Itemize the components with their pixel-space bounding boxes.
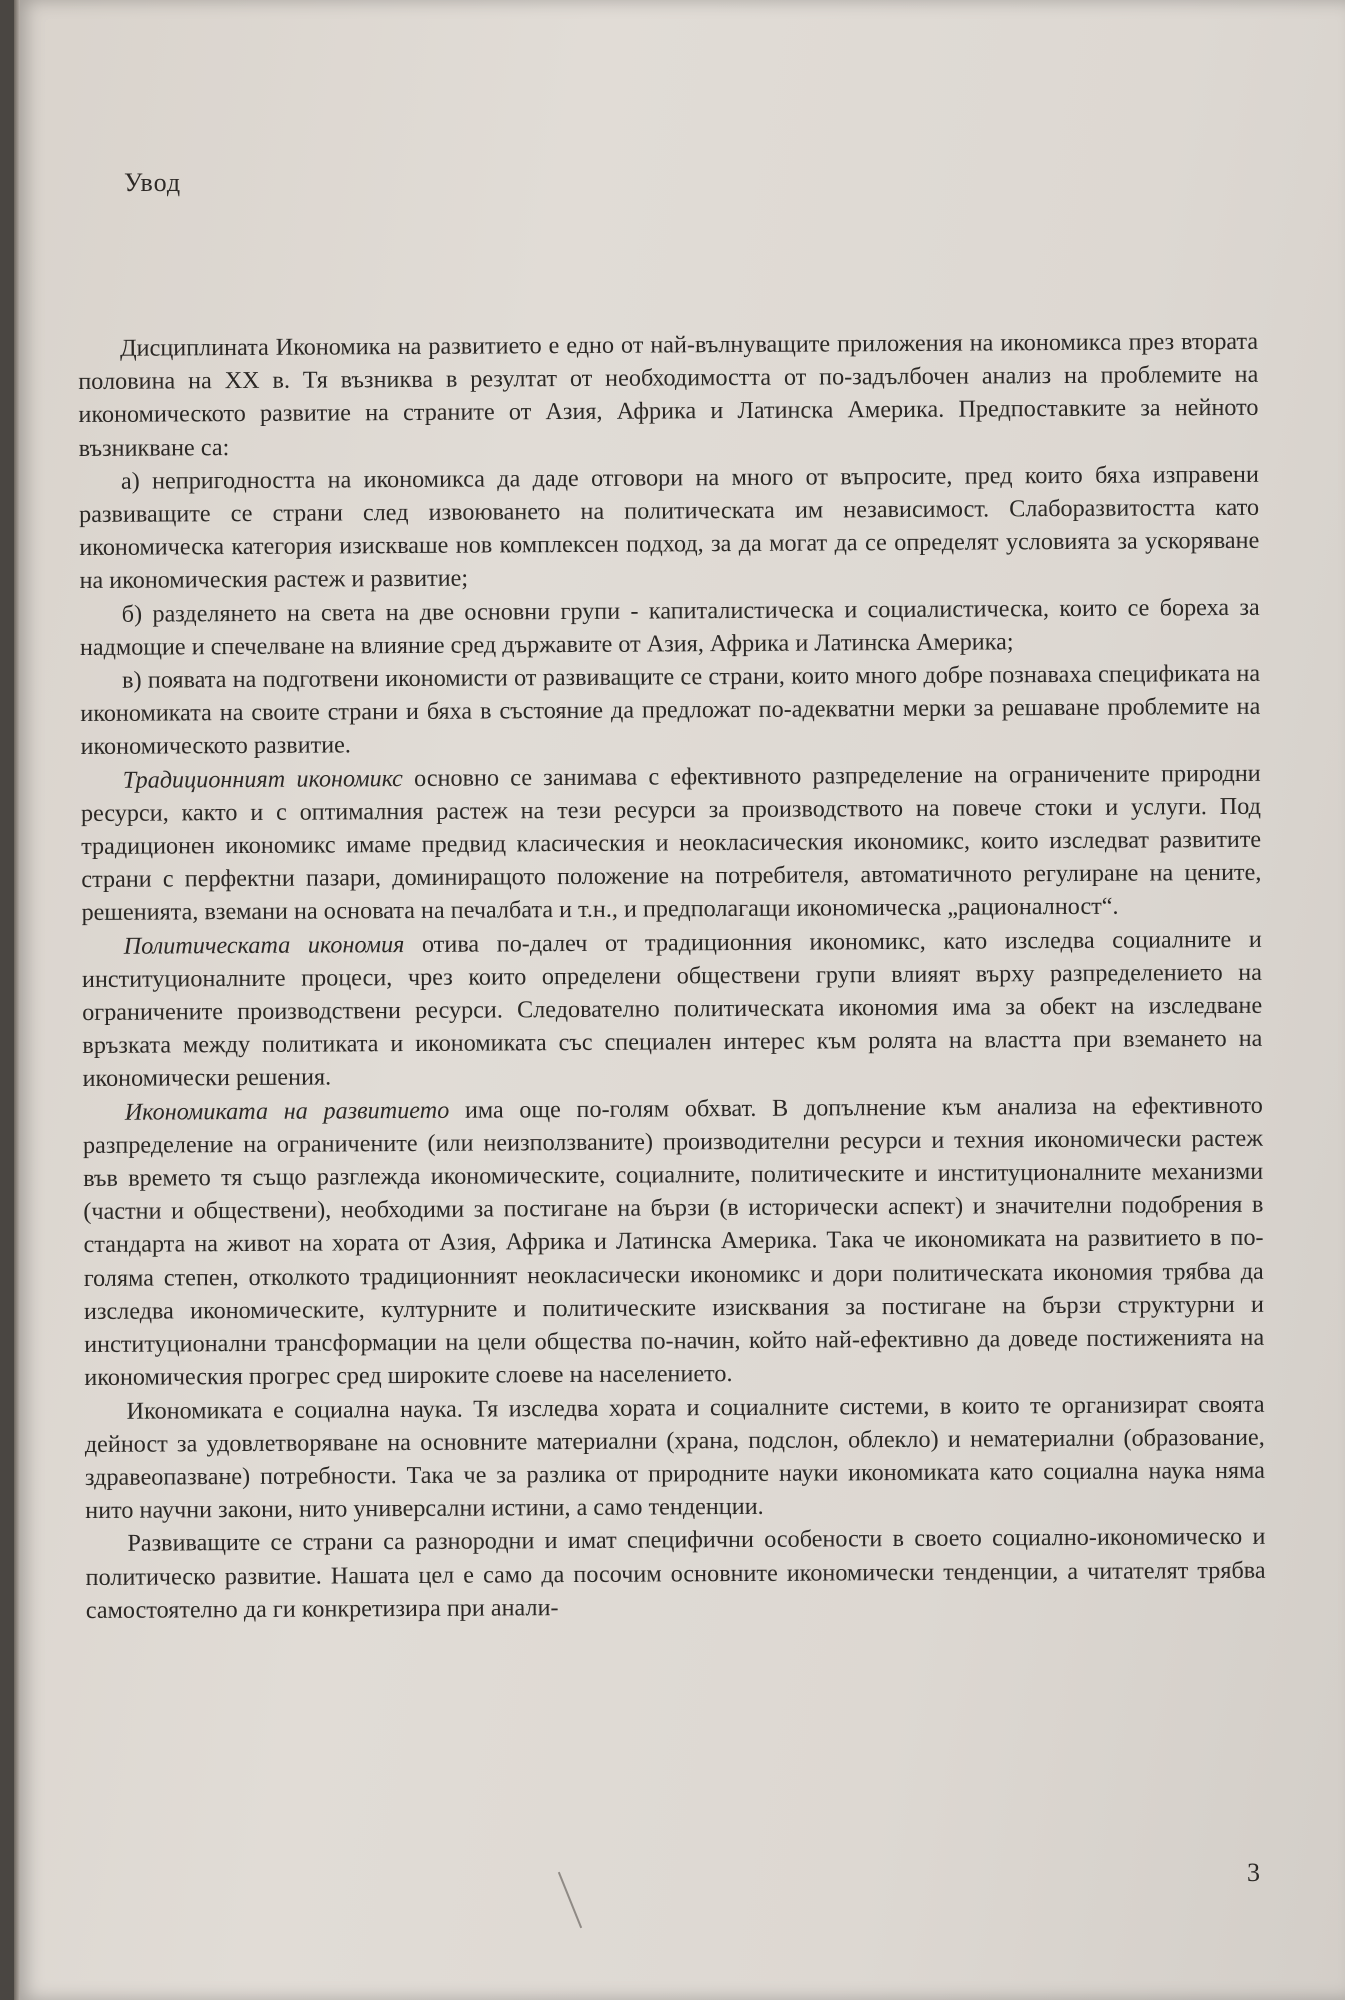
book-page bbox=[14, 0, 1345, 2000]
page-gutter-edge bbox=[14, 0, 20, 2000]
paragraph-intro: Дисциплината Икономика на развитието е едно от най-вълнуващите приложения на икономикса през втората половина на XX в. Тя възниква в резултат от необходимостта от по-задълбочен анализ на проблемите на икономическото развитие на страните от Азия, Африка и Латинска Америка. Предпоставките за нейното възникване са: bbox=[78, 327, 1259, 462]
list-item-a: а) непригодността на икономикса да даде отговори на много от въпросите, пред които бяха изправени развиващите се страни след извоюването на политическата им независимост. Слаборазвитостта като икономическа категория изискваше нов комплексен подход, за да могат да се определят условията за ускоряване на икономическия растеж и развитие; bbox=[79, 460, 1260, 595]
emphasis-term: Традиционният икономикс bbox=[122, 764, 403, 794]
list-item-b: б) разделянето на света на две основни групи - капиталистическа и социалистическа, които се бореха за надмощие и спечелване на влияние сред държавите от Азия, Африка и Латинска Америка; bbox=[79, 593, 1260, 661]
section-heading: Увод bbox=[124, 168, 182, 197]
paragraph-social-science: Икономиката е социална наука. Тя изследва хората и социалните системи, в които те организират своята дейност за удовлетворяване на основните материални (храна, подслон, облекло) и нематериални (образование, здравеопазване) потребности. Така че за разлика от природните науки икономиката като социална наука няма нито научни закони, нито универсални истини, а само тенденции. bbox=[84, 1390, 1266, 1525]
emphasis-term: Политическата икономия bbox=[123, 930, 405, 960]
paragraph-development-economics: Икономиката на развитието има още по-голям обхват. В допълнение към анализа на ефективното разпределение на ограничените (или неизползваните) производителни ресурси и техния икономически растеж във времето тя също разглежда икономическите, социалните, политическите и институционалните механизми (частни и обществени), необходими за постигане на бързи (в исторически аспект) и значителни подобрения в стандарта на живот на хората от Азия, Африка и Латинска Америка. Така че икономиката на развитието в по-голяма степен, отколкото традиционният неокласически икономикс и дори политическата икономия трябва да изследва икономическите, културните и политическите изисквания за постигане на бързи структурни и институционални трансформации на цели общества по-начин, който най-ефективно да доведе постиженията на икономическия прогрес сред широките слоеве на населението. bbox=[82, 1091, 1265, 1392]
paper-scratch-mark bbox=[558, 1872, 582, 1928]
paragraph-traditional-economics: Традиционният икономикс основно се занимава с ефективното разпределение на ограничените природни ресурси, както и с оптималния растеж на тези ресурси за производството на повече стоки и услуги. Под традиционен икономикс имаме предвид класическия и неокласическия икономикс, които изследват развитите страни с перфектни пазари, доминиращото положение на потребителя, автоматичното регулиране на цените, решенията, вземани на основата на печалбата и т.н., и предполагащи икономическа „рационалност“. bbox=[80, 759, 1262, 927]
body-text bbox=[78, 325, 1266, 1627]
paragraph-political-economy: Политическата икономия отива по-далеч от традиционния икономикс, като изследва социалните и институционалните процеси, чрез които определени обществени групи влияят върху разпределението на ограничените производствени ресурси. Следователно политическата икономия има за обект на изследване връзката между политиката и икономиката със специален интерес към ролята на властта при вземането на икономически решения. bbox=[81, 925, 1263, 1093]
emphasis-term: Икономиката на развитието bbox=[124, 1096, 450, 1126]
paragraph-developing-countries: Развиващите се страни са разнородни и имат специфични особености в своето социално-икономическо и политическо развитие. Нашата цел е само да посочим основните икономически тенденции, а читателят трябва самостоятелно да ги конкретизира при анали- bbox=[85, 1523, 1266, 1624]
list-item-c: в) появата на подготвени икономисти от развиващите се страни, които много добре познаваха спецификата на икономиката на своите страни и бяха в състояние да предложат по-адекватни мерки за решаване проблемите на икономическото развитие. bbox=[80, 659, 1261, 761]
page-number: 3 bbox=[1247, 1858, 1260, 1887]
